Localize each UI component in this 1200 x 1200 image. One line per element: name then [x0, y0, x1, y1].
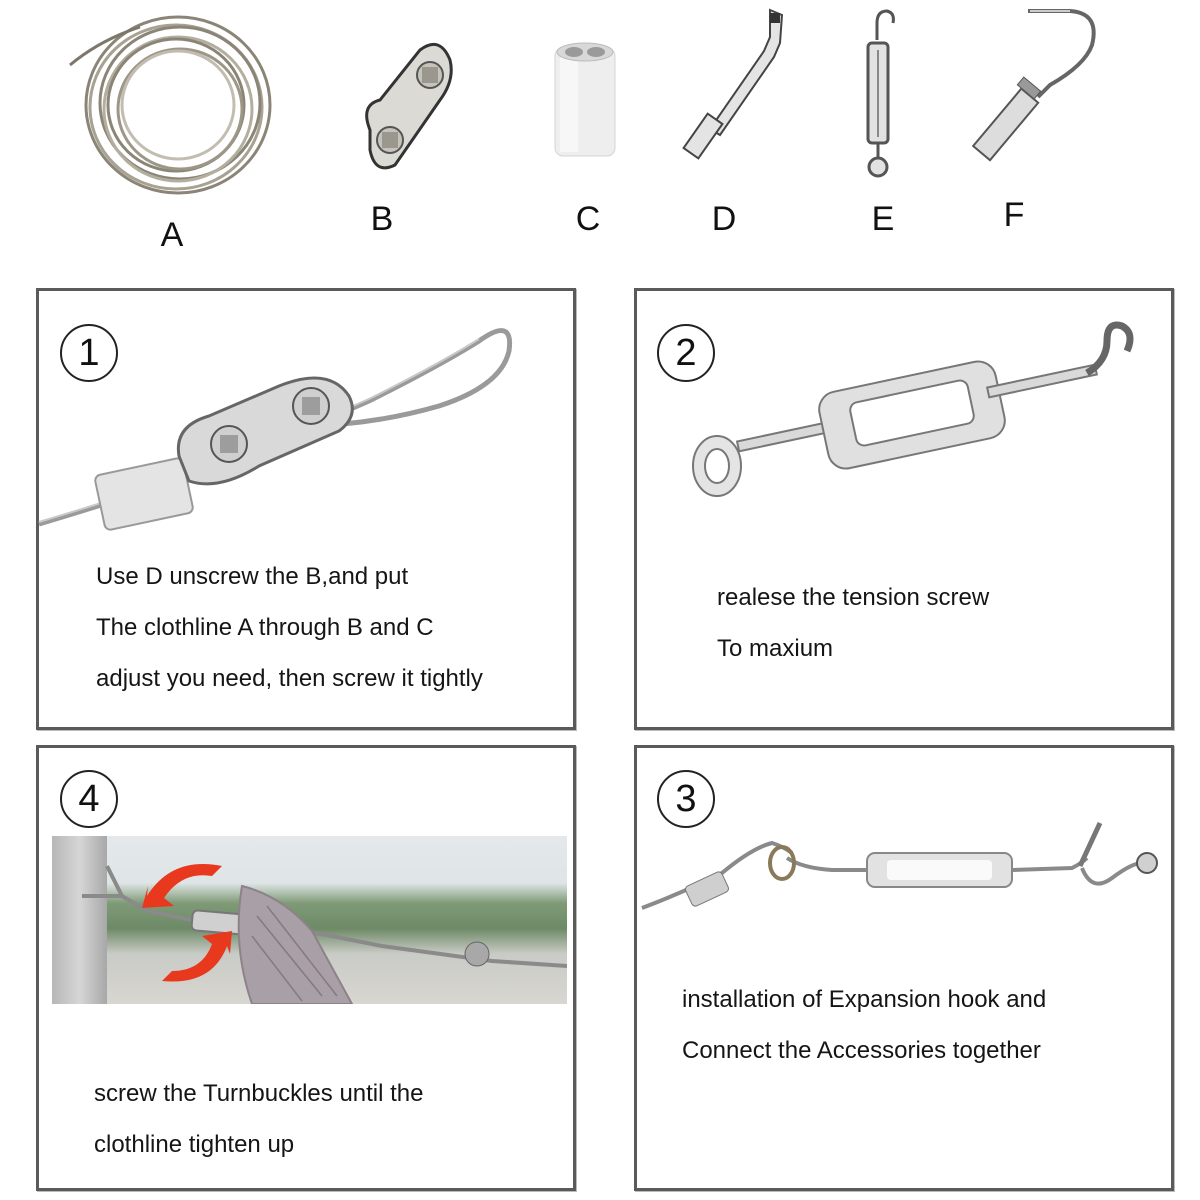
step-2-text-line-1: realese the tension screw [717, 584, 990, 611]
step-number-badge: 2 [657, 324, 715, 382]
part-label-f: F [1003, 196, 1025, 234]
part-label-b: B [370, 200, 394, 238]
part-label-d: D [711, 200, 737, 238]
turnbuckle-illustration [687, 321, 1157, 521]
turnbuckle-icon [855, 5, 905, 185]
step-1-text-line-3: adjust you need, then screw it tightly [96, 665, 483, 692]
step-3-panel [634, 745, 1174, 1191]
part-label-e: E [871, 200, 895, 238]
step-number-badge: 3 [657, 770, 715, 828]
turnbuckle-tightening-photo [52, 836, 567, 1004]
socket-wrench-icon [690, 5, 790, 165]
duplex-clip-icon [350, 30, 470, 180]
part-label-c: C [575, 200, 601, 238]
rotate-arrow-icon [142, 864, 222, 908]
wire-rope-clip-assembly-illustration [39, 306, 559, 536]
ferrule-icon [550, 40, 620, 160]
rotate-arrow-icon [162, 931, 232, 982]
part-label-a: A [160, 216, 184, 254]
step-4-text-line-2: clothline tighten up [94, 1131, 295, 1158]
step-2-text-line-2: To maxium [717, 635, 834, 662]
step-1-text-line-2: The clothline A through B and C [96, 614, 434, 641]
expansion-hook-icon [970, 5, 1120, 170]
step-1-text-line-1: Use D unscrew the B,and put [96, 563, 409, 590]
step-4-panel [36, 745, 576, 1191]
step-2-panel [634, 288, 1174, 730]
wire-coil-icon [60, 5, 290, 205]
step-3-text-line-2: Connect the Accessories together [682, 1037, 1041, 1064]
step-4-text-line-1: screw the Turnbuckles until the [94, 1080, 424, 1107]
step-number-badge: 4 [60, 770, 118, 828]
step-1-panel [36, 288, 576, 730]
step-3-text-line-1: installation of Expansion hook and [682, 986, 1047, 1013]
assembled-line-illustration [642, 818, 1162, 928]
step-number-badge: 1 [60, 324, 118, 382]
